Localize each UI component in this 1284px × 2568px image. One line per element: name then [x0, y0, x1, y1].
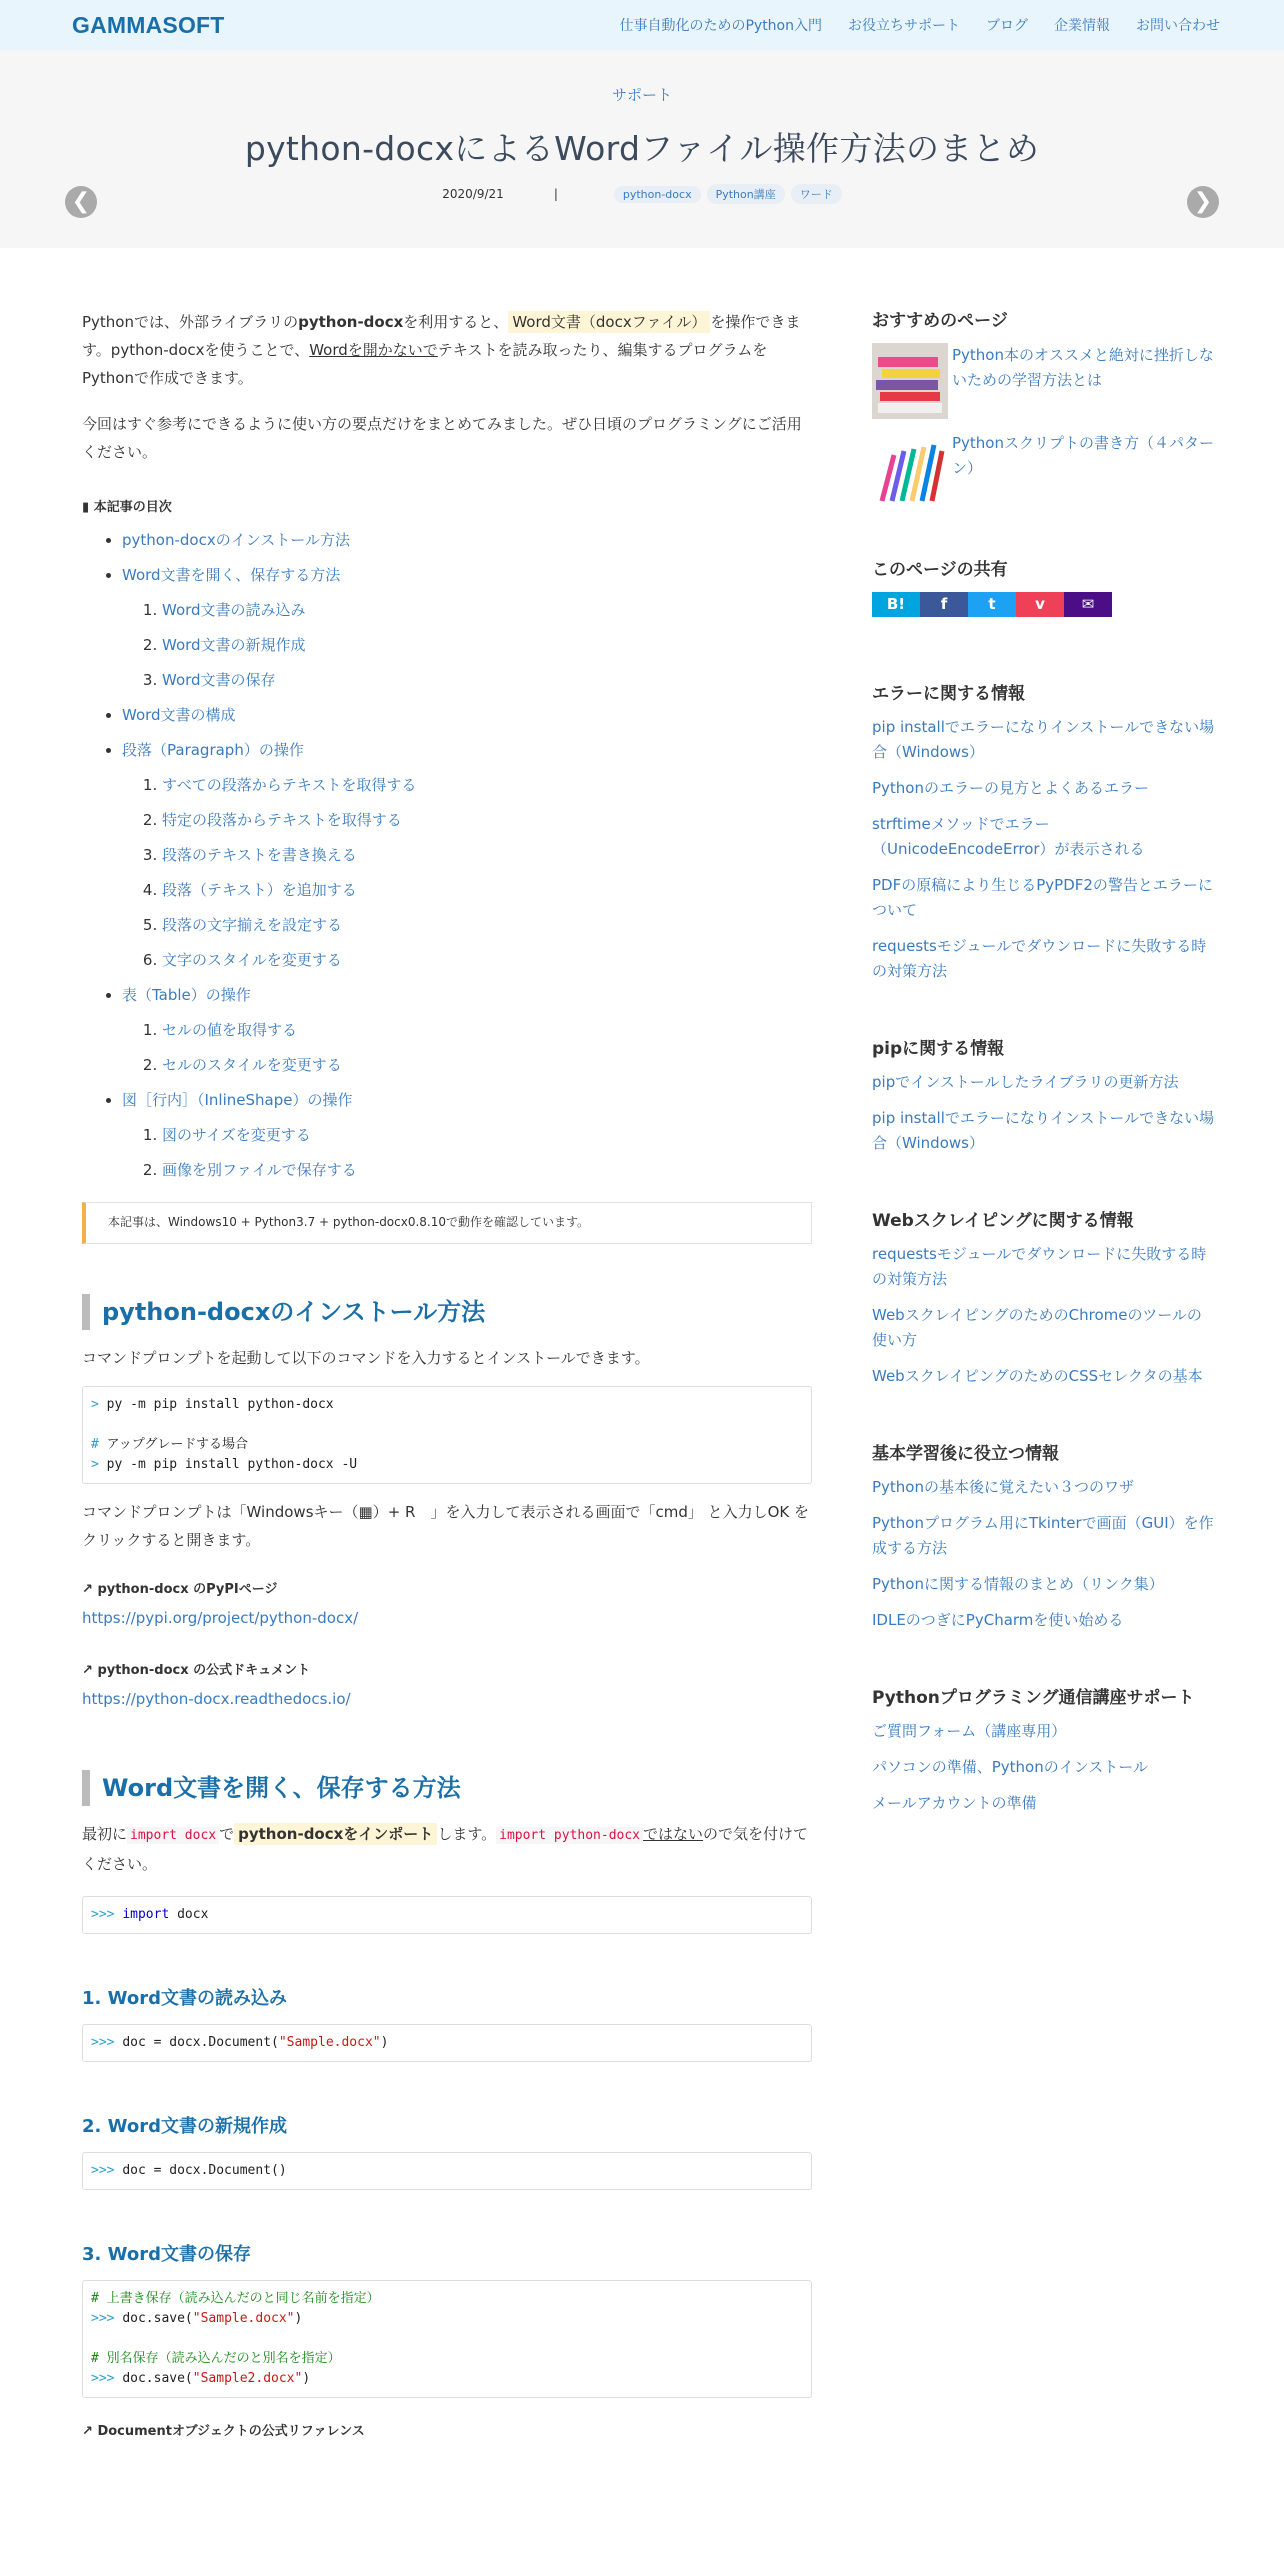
pocket-icon[interactable]: v [1016, 592, 1064, 617]
sidebar-link[interactable]: pip installでエラーになりインストールできない場合（Windows） [872, 1109, 1215, 1152]
recommended-title: おすすめのページ [872, 311, 1008, 331]
install-code-block[interactable]: > py -m pip install python-docx # アップグレードする場合 > py -m pip install python-docx -U [82, 1386, 812, 1484]
sidebar-link[interactable]: pip installでエラーになりインストールできない場合（Windows） [872, 718, 1215, 761]
toc-sublink[interactable]: 段落の文字揃えを設定する [162, 916, 343, 934]
sidebar-section-title: pipに関する情報 [872, 1039, 1005, 1059]
meta-separator: | [553, 187, 558, 201]
facebook-icon[interactable]: f [920, 592, 968, 617]
sidebar-link[interactable]: パソコンの準備、Pythonのインストール [872, 1758, 1148, 1776]
toc-subitem [162, 593, 812, 628]
toc-sublink[interactable]: セルのスタイルを変更する [162, 1056, 342, 1074]
sidebar-link[interactable]: PDFの原稿により生じるPyPDF2の警告とエラーについて [872, 876, 1213, 919]
sidebar-section [872, 1683, 1216, 1816]
sidebar-link[interactable]: Pythonのエラーの見方とよくあるエラー [872, 779, 1149, 797]
toc-sublist [122, 593, 812, 698]
toc-sublink[interactable]: すべての段落からテキストを取得する [162, 776, 417, 794]
sidebar-link[interactable]: メールアカウントの準備 [872, 1794, 1037, 1812]
sidebar-section [872, 1439, 1216, 1633]
toc-item [122, 1083, 812, 1188]
docs-link-title: ↗ python-docx の公式ドキュメント [82, 1663, 311, 1678]
toc-subitem [162, 663, 812, 698]
toc-item [122, 978, 812, 1083]
windows-icon: ▦ [358, 1503, 373, 1521]
sidebar-section [872, 1206, 1216, 1389]
read-code-block[interactable]: >>> doc = docx.Document("Sample.docx") [82, 2024, 812, 2062]
toc-title: ▮ 本記事の目次 [82, 500, 172, 515]
sidebar-section-title: Webスクレイピングに関する情報 [872, 1211, 1134, 1231]
page-title: python-docxによるWordファイル操作方法のまとめ [244, 129, 1040, 168]
mail-icon[interactable]: ✉ [1064, 592, 1112, 617]
sidebar-link-list [872, 1719, 1216, 1816]
toc-link[interactable]: Word文書の構成 [122, 706, 236, 724]
toc-link[interactable]: 段落（Paragraph）の操作 [122, 741, 304, 759]
toc-link[interactable]: Word文書を開く、保存する方法 [122, 566, 341, 584]
toc-subitem [162, 873, 812, 908]
external-link-icon: ↗ [82, 1663, 93, 1678]
menu-contact[interactable]: お問い合わせ [1136, 18, 1220, 34]
sidebar-link-list [872, 1070, 1216, 1156]
subsection-read-heading: 1. Word文書の読み込み [82, 1988, 287, 2009]
toc-subitem [162, 943, 812, 978]
toc-subitem [162, 803, 812, 838]
toc-sublink[interactable]: 画像を別ファイルで保存する [162, 1161, 357, 1179]
site-logo[interactable]: GAMMASOFT [72, 11, 225, 38]
toc-subitem [162, 628, 812, 663]
sidebar [872, 248, 1216, 2439]
sidebar-section [872, 1034, 1216, 1156]
toc-sublink[interactable]: Word文書の読み込み [162, 601, 306, 619]
external-link-icon: ↗ [82, 2424, 93, 2439]
sidebar-sections [872, 679, 1216, 1816]
new-code-block[interactable]: >>> doc = docx.Document() [82, 2152, 812, 2190]
cables-thumbnail [872, 431, 948, 507]
toc-sublink[interactable]: 図のサイズを変更する [162, 1126, 311, 1144]
sidebar-link[interactable]: WebスクレイピングのためのChromeのツールの使い方 [872, 1306, 1202, 1349]
book-icon: ▮ [82, 500, 90, 515]
top-nav [0, 0, 1284, 50]
cmd-text: コマンドプロンプトは「Windowsキー（▦）+ R 」を入力して表示される画面で「cmd」 と入力しOK をクリックすると開きます。 [82, 1503, 810, 1549]
next-article-icon[interactable]: ❯ [1187, 186, 1219, 218]
intro-paragraph-2: 今回はすぐ参考にできるように使い方の要点だけをまとめてみました。ぜひ日頃のプログラミングにご活用ください。 [82, 415, 802, 461]
docs-link[interactable]: https://python-docx.readthedocs.io/ [82, 1690, 351, 1708]
toc-item [122, 733, 812, 978]
sidebar-link[interactable]: requestsモジュールでダウンロードに失敗する時の対策方法 [872, 937, 1207, 980]
toc-subitem [162, 838, 812, 873]
toc-sublink[interactable]: 段落（テキスト）を追加する [162, 881, 357, 899]
install-text: コマンドプロンプトを起動して以下のコマンドを入力するとインストールできます。 [82, 1349, 650, 1367]
toc-sublist [122, 1013, 812, 1083]
article-header [0, 50, 1284, 248]
sidebar-link[interactable]: IDLEのつぎにPyCharmを使い始める [872, 1611, 1124, 1629]
toc-sublink[interactable]: 文字のスタイルを変更する [162, 951, 342, 969]
sidebar-section-title: Pythonプログラミング通信講座サポート [872, 1688, 1195, 1708]
section-open-heading: Word文書を開く、保存する方法 [82, 1770, 812, 1806]
sidebar-link[interactable]: WebスクレイピングのためのCSSセレクタの基本 [872, 1367, 1203, 1385]
toc-subitem [162, 1048, 812, 1083]
menu-blog[interactable]: ブログ [986, 18, 1028, 34]
recommended-item[interactable] [872, 343, 1216, 419]
menu-support[interactable]: お役立ちサポート [848, 18, 960, 34]
toc-item [122, 523, 812, 558]
environment-note: 本記事は、Windows10 + Python3.7 + python-docx0.8.10で動作を確認しています。 [82, 1202, 812, 1244]
toc-sublink[interactable]: Word文書の保存 [162, 671, 276, 689]
save-code-block[interactable]: # 上書き保存（読み込んだのと同じ名前を指定） >>> doc.save("Sample.docx") # 別名保存（読み込んだのと別名を指定） >>> doc.save("Sample2.docx") [82, 2280, 812, 2398]
toc-subitem [162, 1013, 812, 1048]
table-of-contents [82, 523, 812, 1188]
post-date: 2020/9/21 [442, 187, 504, 201]
sidebar-link[interactable]: pipでインストールしたライブラリの更新方法 [872, 1073, 1179, 1091]
hatena-icon[interactable]: B! [872, 592, 920, 617]
subsection-save-heading: 3. Word文書の保存 [82, 2244, 251, 2265]
toc-subitem [162, 908, 812, 943]
pypi-link[interactable]: https://pypi.org/project/python-docx/ [82, 1609, 359, 1627]
toc-subitem [162, 1153, 812, 1188]
section-install-heading: python-docxのインストール方法 [82, 1294, 812, 1330]
toc-subitem [162, 1118, 812, 1153]
sidebar-link[interactable]: Pythonに関する情報のまとめ（リンク集） [872, 1575, 1164, 1593]
recommended-item[interactable] [872, 431, 1216, 507]
sidebar-section-title: 基本学習後に役立つ情報 [872, 1444, 1059, 1464]
toc-link[interactable]: 表（Table）の操作 [122, 986, 251, 1004]
pypi-link-title: ↗ python-docx のPyPIページ [82, 1582, 278, 1597]
sidebar-link-list [872, 1475, 1216, 1633]
menu-python-intro[interactable]: 仕事自動化のためのPython入門 [619, 18, 822, 34]
sidebar-section [872, 679, 1216, 984]
toc-sublist [122, 1118, 812, 1188]
toc-subitem [162, 768, 812, 803]
toc-link[interactable]: python-docxのインストール方法 [122, 531, 350, 549]
toc-link[interactable]: 図［行内］（InlineShape）の操作 [122, 1091, 353, 1109]
toc-sublist [122, 768, 812, 978]
tag-python-course[interactable]: Python講座 [707, 184, 785, 204]
sidebar-section-title: エラーに関する情報 [872, 684, 1025, 704]
external-link-icon: ↗ [82, 1582, 93, 1597]
sidebar-link[interactable]: ご質問フォーム（講座専用） [872, 1722, 1067, 1740]
sidebar-link-list [872, 715, 1216, 984]
toc-item [122, 698, 812, 733]
category-link[interactable]: サポート [611, 86, 672, 104]
menu-company[interactable]: 企業情報 [1054, 18, 1110, 34]
toc-sublink[interactable]: 段落のテキストを書き換える [162, 846, 357, 864]
main-content [82, 248, 812, 2439]
tag-python-docx[interactable]: python-docx [614, 186, 701, 203]
tag-word[interactable]: ワード [791, 184, 842, 204]
import-code-block[interactable]: >>> import docx [82, 1896, 812, 1934]
share-title: このページの共有 [872, 560, 1008, 580]
twitter-icon[interactable]: t [968, 592, 1016, 617]
sidebar-link[interactable]: strftimeメソッドでエラー（UnicodeEncodeError）が表示される [872, 815, 1145, 858]
sidebar-link[interactable]: Pythonの基本後に覚えたい３つのワザ [872, 1478, 1134, 1496]
sidebar-link-list [872, 1242, 1216, 1389]
import-text: 最初に import docx で python-docxをインポート します。 import python-docx ではないので気を付けてください。 [82, 1825, 809, 1873]
main-menu [619, 15, 1220, 35]
article-meta [0, 184, 1284, 204]
sidebar-link[interactable]: Pythonプログラム用にTkinterで画面（GUI）を作成する方法 [872, 1514, 1214, 1557]
toc-item [122, 558, 812, 698]
subsection-new-heading: 2. Word文書の新規作成 [82, 2116, 287, 2137]
toc-sublink[interactable]: セルの値を取得する [162, 1021, 298, 1039]
sidebar-link[interactable]: requestsモジュールでダウンロードに失敗する時の対策方法 [872, 1245, 1207, 1288]
intro-paragraph: Pythonでは、外部ライブラリのpython-docxを利用すると、 Word文書（docxファイル） を操作できます。python-docxを使うことで、Wordを開かないでテキストを読み取ったり、編集するプログラムをPythonで作成できます。 [82, 313, 801, 387]
recommended-link-1[interactable]: Python本のオススメと絶対に挫折しないための学習方法とは [952, 346, 1214, 389]
share-buttons [872, 592, 1216, 617]
toc-sublink[interactable]: Word文書の新規作成 [162, 636, 306, 654]
prev-article-icon[interactable]: ❮ [65, 186, 97, 218]
document-ref-title: ↗ Documentオブジェクトの公式リファレンス [82, 2424, 365, 2439]
books-thumbnail [872, 343, 948, 419]
recommended-link-2[interactable]: Pythonスクリプトの書き方（４パターン） [952, 434, 1214, 477]
toc-sublink[interactable]: 特定の段落からテキストを取得する [162, 811, 402, 829]
